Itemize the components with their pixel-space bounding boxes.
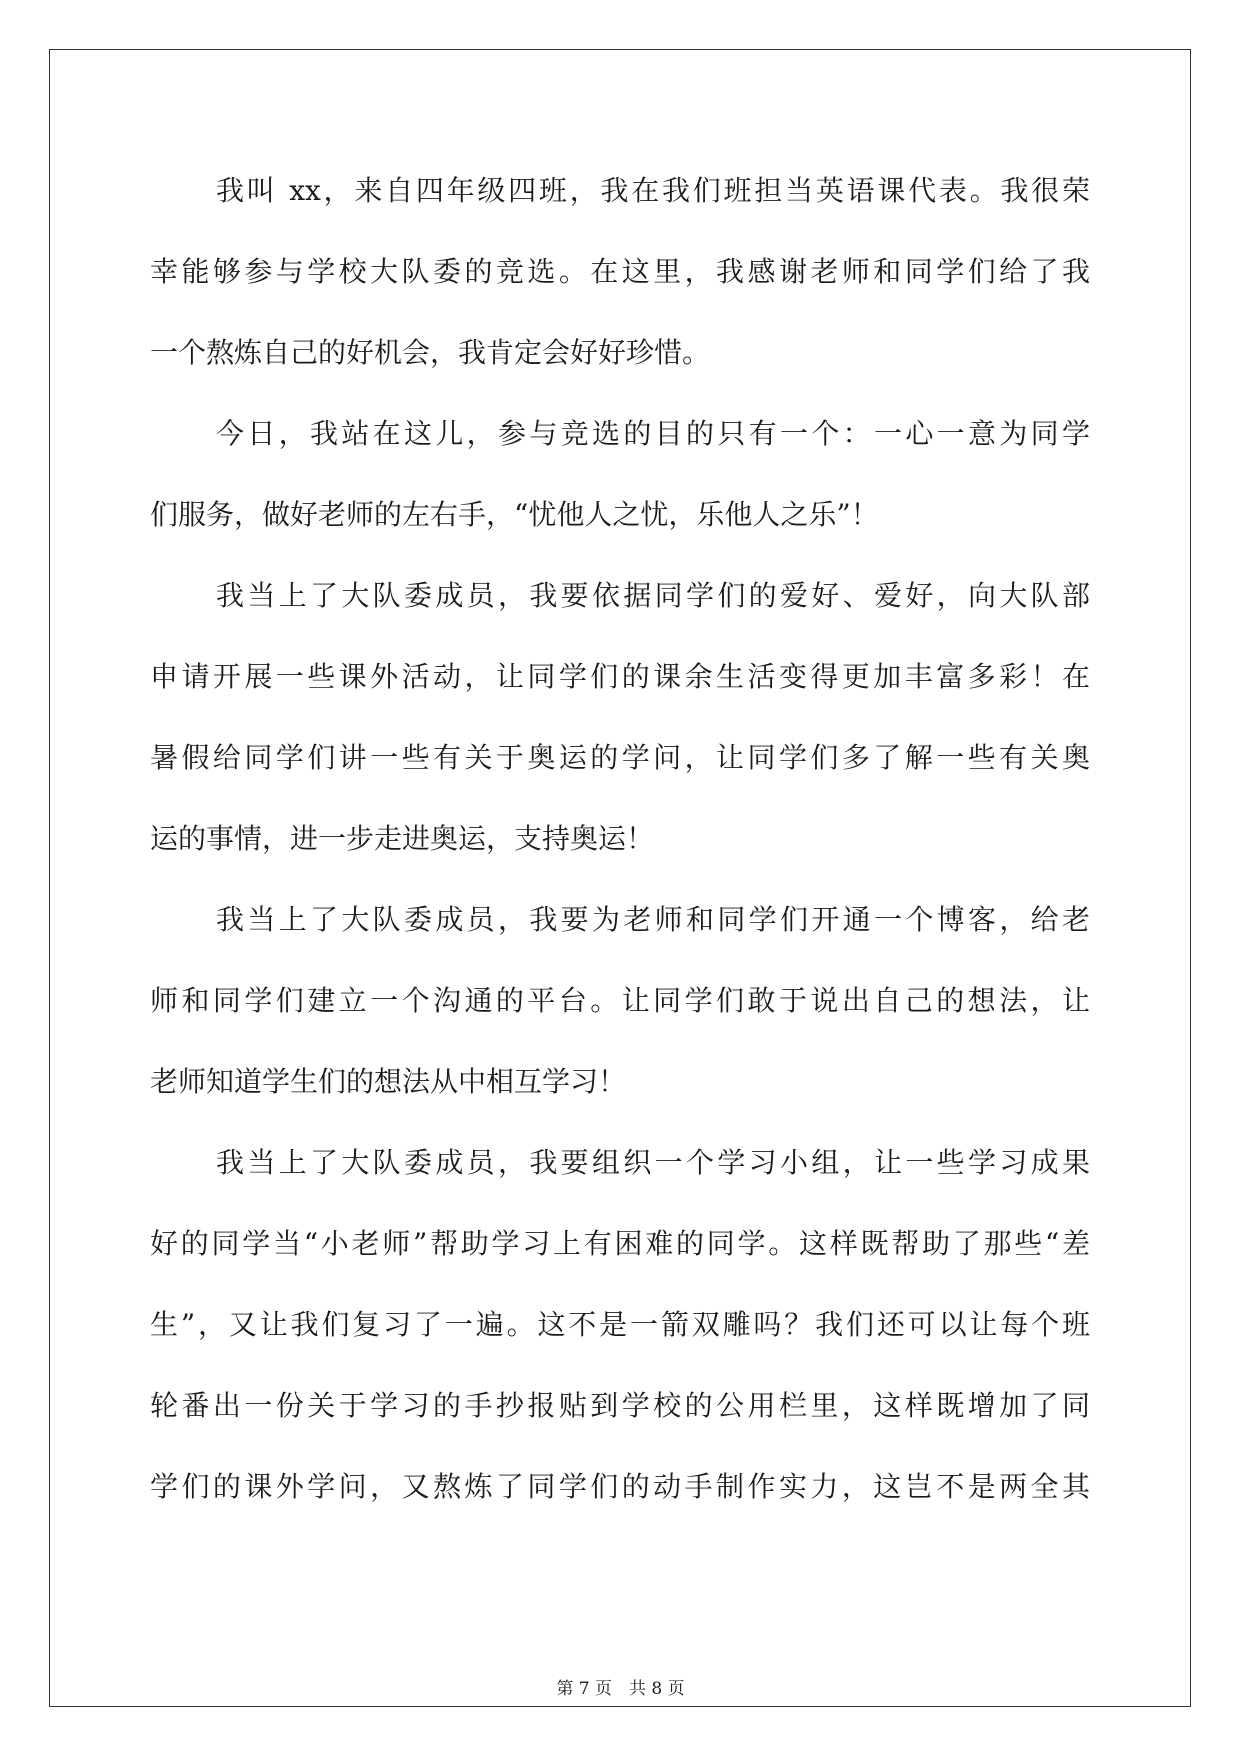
text-line: 今日，我站在这儿，参与竞选的目的只有一个：一心一意为同学 <box>216 417 1090 450</box>
document-body <box>150 158 1090 1535</box>
text-line: 我当上了大队委成员，我要组织一个学习小组，让一些学习成果 <box>216 1146 1090 1179</box>
text-line: 师和同学们建立一个沟通的平台。让同学们敢于说出自己的想法，让 <box>150 984 1090 1017</box>
text-line: 们服务，做好老师的左右手，“忧他人之忧，乐他人之乐”！ <box>150 498 879 531</box>
text-line: 幸能够参与学校大队委的竞选。在这里，我感谢老师和同学们给了我 <box>150 255 1090 288</box>
text-line: 一个熬炼自己的好机会，我肯定会好好珍惜。 <box>150 336 711 369</box>
text-line: 老师知道学生们的想法从中相互学习！ <box>150 1065 627 1098</box>
text-line: 暑假给同学们讲一些有关于奥运的学问，让同学们多了解一些有关奥 <box>150 741 1090 774</box>
text-line: 我当上了大队委成员，我要为老师和同学们开通一个博客，给老 <box>216 903 1090 936</box>
text-line: 学们的课外学问，又熬炼了同学们的动手制作实力，这岂不是两全其 <box>150 1470 1090 1503</box>
text-line: 好的同学当“小老师”帮助学习上有困难的同学。这样既帮助了那些“差 <box>150 1227 1090 1260</box>
text-line: 生”，又让我们复习了一遍。这不是一箭双雕吗？我们还可以让每个班 <box>150 1308 1090 1341</box>
text-line: 运的事情，进一步走进奥运，支持奥运！ <box>150 822 655 855</box>
text-line: 我叫 xx，来自四年级四班，我在我们班担当英语课代表。我很荣 <box>216 174 1090 207</box>
page-number-footer: 第 7 页 共 8 页 <box>556 1679 685 1699</box>
text-line: 申请开展一些课外活动，让同学们的课余生活变得更加丰富多彩！在 <box>150 660 1090 693</box>
text-line: 轮番出一份关于学习的手抄报贴到学校的公用栏里，这样既增加了同 <box>150 1389 1090 1422</box>
text-line: 我当上了大队委成员，我要依据同学们的爱好、爱好，向大队部 <box>216 579 1090 612</box>
